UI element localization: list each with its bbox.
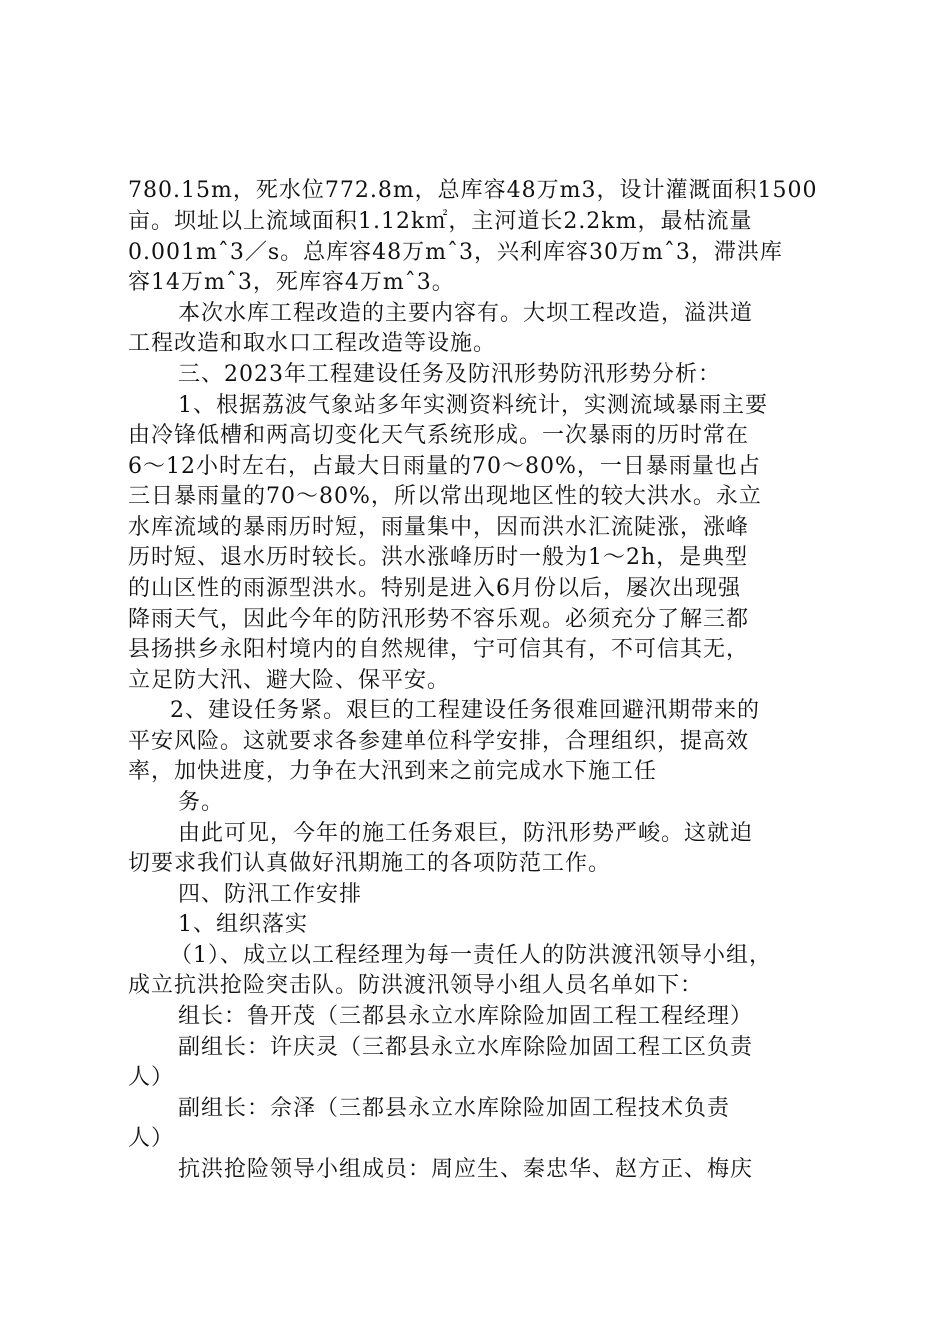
text-line: 成立抗洪抢险突击队。防洪渡汛领导小组人员名单如下： xyxy=(128,973,704,998)
text-line: 0.001mˆ3／s。总库容48万mˆ3，兴利库容30万mˆ3，滞洪库 xyxy=(128,240,783,265)
paragraph-start-line: （1）、成立以工程经理为每一责任人的防洪渡汛领导小组， xyxy=(170,943,772,968)
text-line: 平安风险。这就要求各参建单位科学安排，合理组织，提高效 xyxy=(128,729,750,754)
paragraph-start-line: 本次水库工程改造的主要内容有。大坝工程改造，溢洪道 xyxy=(178,301,754,326)
text-line: 县扬拱乡永阳村境内的自然规律，宁可信其有，不可信其无， xyxy=(128,637,750,662)
text-line: 立足防大汛、避大险、保平安。 xyxy=(128,668,451,693)
text-line: 切要求我们认真做好汛期施工的各项防范工作。 xyxy=(128,851,612,876)
text-line: 由冷锋低槽和两高切变化天气系统形成。一次暴雨的历时常在 xyxy=(128,423,750,448)
member-line-deputy-1: 副组长：许庆灵（三都县永立水库除险加固工程工区负责 xyxy=(178,1035,754,1060)
text-line: 人） xyxy=(128,1065,175,1090)
member-line-members: 抗洪抢险领导小组成员：周应生、秦忠华、赵方正、梅庆 xyxy=(178,1157,754,1182)
text-line: 率，加快进度，力争在大汛到来之前完成水下施工任 xyxy=(128,759,658,784)
section-heading-4: 四、防汛工作安排 xyxy=(178,882,363,907)
text-line: 降雨天气，因此今年的防汛形势不容乐观。必须充分了解三都 xyxy=(128,607,750,632)
text-line: 亩。坝址以上流域面积1.12k㎡，主河道长2.2km，最枯流量 xyxy=(128,209,753,234)
text-line: 三日暴雨量的70～80%，所以常出现地区性的较大洪水。永立 xyxy=(128,484,762,509)
text-line: 水库流域的暴雨历时短，雨量集中，因而洪水汇流陡涨，涨峰 xyxy=(128,515,750,540)
section-heading-3: 三、2023年工程建设任务及防汛形势防汛形势分析： xyxy=(178,362,721,387)
text-line: 人） xyxy=(128,1126,175,1151)
member-line-leader: 组长：鲁开茂（三都县永立水库除险加固工程工程经理） xyxy=(178,1004,754,1029)
subsection-heading: 1、组织落实 xyxy=(178,912,308,937)
member-line-deputy-2: 副组长：佘泽（三都县永立水库除险加固工程技术负责 xyxy=(178,1096,731,1121)
paragraph-start-line: 2、建设任务紧。艰巨的工程建设任务很难回避汛期带来的 xyxy=(170,698,760,723)
text-line: 780.15m，死水位772.8m，总库容48万m3，设计灌溉面积1500 xyxy=(128,178,818,203)
text-line: 容14万mˆ3，死库容4万mˆ3。 xyxy=(128,270,455,295)
paragraph-start-line: 由此可见，今年的施工任务艰巨，防汛形势严峻。这就迫 xyxy=(178,821,754,846)
text-line: 务。 xyxy=(178,790,225,815)
text-line: 6～12小时左右，占最大日雨量的70～80%，一日暴雨量也占 xyxy=(128,454,761,479)
text-line: 历时短、退水历时较长。洪水涨峰历时一般为1～2h，是典型 xyxy=(128,545,749,570)
text-line: 工程改造和取水口工程改造等设施。 xyxy=(128,331,497,356)
text-line: 的山区性的雨源型洪水。特别是进入6月份以后，屡次出现强 xyxy=(128,576,741,601)
paragraph-start-line: 1、根据荔波气象站多年实测资料统计，实测流域暴雨主要 xyxy=(178,393,768,418)
